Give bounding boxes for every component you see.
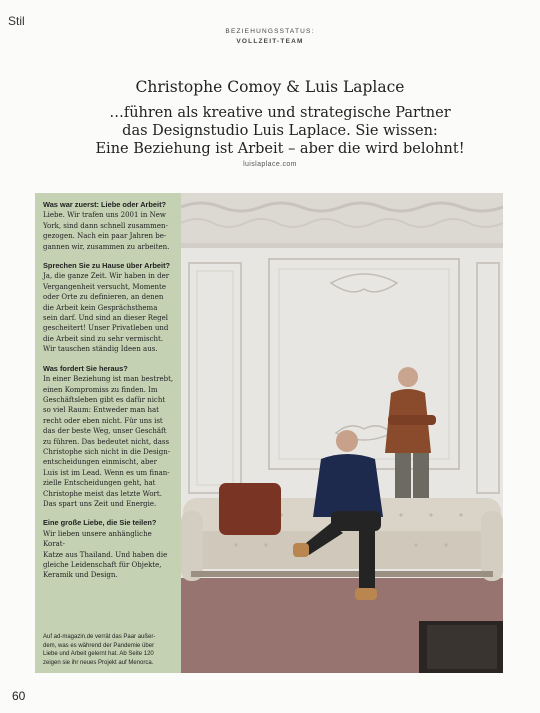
answer-line: zielle Entscheidungen geht, hat [43, 479, 156, 488]
answer-line: Das spart uns Zeit und Energie. [43, 499, 157, 508]
answer-line: Liebe. Wir trafen uns 2001 in New [43, 211, 166, 220]
section-label: Stil [8, 14, 25, 28]
answer-line: Wir lieben unsere anhängliche Korat- [43, 529, 152, 549]
intro-line: das Designstudio Luis Laplace. Sie wissen: [122, 123, 438, 139]
answer-line: das der beste Weg, unser Geschäft [43, 427, 167, 436]
answer-line: In einer Beziehung ist man bestrebt, [43, 375, 174, 384]
footnote-line: dem, was es während der Pandemie über [43, 642, 155, 649]
answer-line: Geschäftsleben gibt es dafür nicht [43, 395, 166, 404]
intro-line: Eine Beziehung ist Arbeit – aber die wird belohnt! [95, 141, 465, 157]
answer-line: recht oder eben nicht. Für uns ist [43, 416, 163, 425]
interior-illustration [181, 193, 503, 673]
intro-line: …führen als kreative und strategische Partner [109, 105, 451, 121]
qa-block [43, 200, 174, 252]
answer-line: gescheitert! Unser Privatleben und [43, 324, 169, 333]
cornice [181, 193, 503, 248]
kicker-line-1: BEZIEHUNGSSTATUS: [225, 28, 315, 35]
answer-line: gleiche Leidenschaft für Objekte, [43, 561, 162, 569]
answer-line: die Arbeit sind zu sehr vermischt. [43, 334, 164, 343]
page-number: 60 [12, 689, 26, 703]
article-title: Christophe Comoy & Luis Laplace [135, 78, 405, 96]
interview-sidebar [35, 193, 181, 673]
answer [43, 210, 174, 252]
footnote-line: Auf ad-magazin.de verrät das Paar außer- [43, 634, 156, 640]
answer [43, 271, 174, 354]
cushion [219, 483, 281, 535]
footnote [43, 633, 175, 667]
footnote-line: Liebe und Arbeit gelernt hat. Ab Seite 120 [43, 651, 154, 657]
answer-line: York, sind dann schnell zusammen- [43, 221, 168, 230]
qa-block [43, 261, 174, 355]
answer-line: Katze aus Thailand. Und haben die [43, 550, 168, 559]
answer-line: gannen wir, zusammen zu arbeiten. [43, 242, 170, 251]
website-link[interactable]: luislaplace.com [243, 161, 297, 168]
article-intro [60, 104, 500, 158]
answer-line: entscheidungen einmischt, aber [43, 458, 157, 467]
answer-line: Wir tauschen ständig Ideen aus. [43, 345, 158, 354]
answer-line: Christophe sich nicht in die Design- [43, 447, 171, 456]
answer-line: Vergangenheit versucht, Momente [43, 282, 166, 291]
question: Eine große Liebe, die Sie teilen? [43, 518, 157, 528]
qa-block [43, 518, 174, 580]
answer [43, 529, 174, 581]
answer-line: Luis ist im Lead. Wenn es um finan- [43, 468, 170, 477]
qa-block [43, 364, 174, 510]
answer-line: Keramik und Design. [43, 571, 118, 580]
answer-line: die Arbeit kein Gesprächsthema [43, 303, 158, 312]
question: Was war zuerst: Liebe oder Arbeit? [43, 200, 167, 209]
kicker-line-2: VOLLZEIT-TEAM [236, 38, 304, 45]
answer [43, 374, 174, 509]
answer-line: einen Kompromiss zu finden. Im [43, 385, 158, 394]
answer-line: zu führen. Das bedeutet nicht, dass [43, 437, 170, 446]
answer-line: oder Orte zu definieren, an denen [43, 293, 164, 302]
answer-line: Christophe meist das letzte Wort. [43, 489, 162, 498]
question: Sprechen Sie zu Hause über Arbeit? [43, 261, 171, 271]
answer-line: sein darf. Und sind an dieser Regel [43, 314, 169, 323]
kicker [0, 27, 540, 47]
answer-line: so viel Raum: Entweder man hat [43, 406, 159, 415]
answer-line: gezogen. Nach ein paar Jahren be- [43, 232, 167, 241]
answer-line: Ja, die ganze Zeit. Wir haben in der [43, 272, 170, 281]
portrait-photo [181, 193, 503, 673]
footnote-line: zeigen sie ihr neues Projekt auf Menorca. [43, 659, 154, 666]
question: Was fordert Sie heraus? [43, 363, 128, 373]
